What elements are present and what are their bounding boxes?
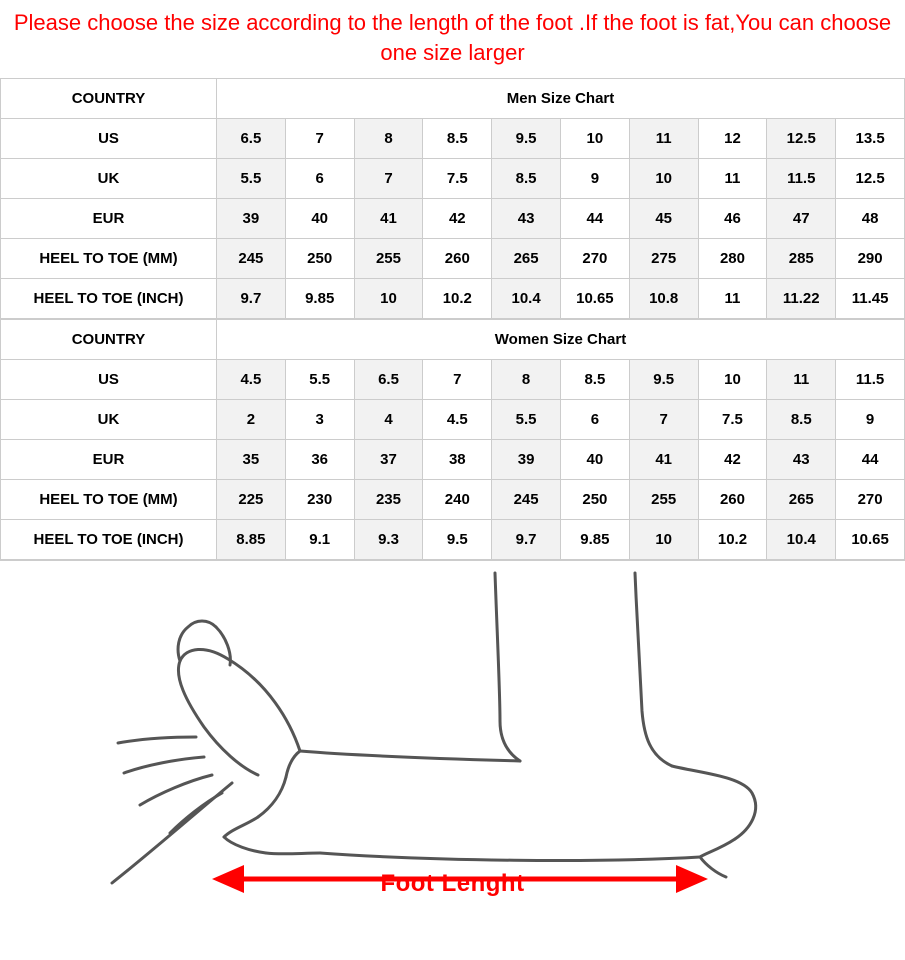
cell: 230 [285, 480, 354, 520]
cell: 9.5 [629, 360, 698, 400]
cell: 12.5 [767, 119, 836, 159]
women-table-header-row [1, 320, 905, 360]
cell: 250 [560, 480, 629, 520]
row-label: HEEL TO TOE (INCH) [1, 520, 217, 560]
cell: 260 [423, 239, 492, 279]
cell: 8.5 [423, 119, 492, 159]
row-label: UK [1, 400, 217, 440]
cell: 40 [560, 440, 629, 480]
cell: 10 [629, 159, 698, 199]
cell: 11.5 [767, 159, 836, 199]
cell: 265 [767, 480, 836, 520]
cell: 42 [698, 440, 767, 480]
cell: 260 [698, 480, 767, 520]
cell: 285 [767, 239, 836, 279]
cell: 12 [698, 119, 767, 159]
cell: 11 [629, 119, 698, 159]
cell: 2 [217, 400, 286, 440]
cell: 10.8 [629, 279, 698, 319]
cell: 7.5 [423, 159, 492, 199]
cell: 290 [836, 239, 905, 279]
cell: 250 [285, 239, 354, 279]
cell: 8.85 [217, 520, 286, 560]
cell: 11 [698, 279, 767, 319]
cell: 225 [217, 480, 286, 520]
cell: 9 [836, 400, 905, 440]
cell: 240 [423, 480, 492, 520]
cell: 11 [767, 360, 836, 400]
cell: 39 [492, 440, 561, 480]
foot-outline-paths [112, 573, 756, 883]
table-row [1, 279, 905, 319]
table-row [1, 360, 905, 400]
cell: 35 [217, 440, 286, 480]
cell: 6.5 [354, 360, 423, 400]
cell: 43 [492, 199, 561, 239]
women-size-table [0, 319, 905, 560]
cell: 8.5 [492, 159, 561, 199]
foot-measurement-illustration [0, 560, 905, 912]
cell: 270 [560, 239, 629, 279]
cell: 45 [629, 199, 698, 239]
cell: 270 [836, 480, 905, 520]
cell: 3 [285, 400, 354, 440]
cell: 9.3 [354, 520, 423, 560]
cell: 10.4 [767, 520, 836, 560]
cell: 41 [354, 199, 423, 239]
foot-length-label: Foot Lenght [380, 870, 525, 897]
cell: 11.45 [836, 279, 905, 319]
cell: 7 [354, 159, 423, 199]
cell: 41 [629, 440, 698, 480]
cell: 275 [629, 239, 698, 279]
cell: 255 [629, 480, 698, 520]
cell: 10 [354, 279, 423, 319]
cell: 7 [285, 119, 354, 159]
row-label: HEEL TO TOE (MM) [1, 480, 217, 520]
cell: 9.5 [492, 119, 561, 159]
cell: 36 [285, 440, 354, 480]
cell: 10.2 [423, 279, 492, 319]
table-row [1, 520, 905, 560]
cell: 37 [354, 440, 423, 480]
cell: 47 [767, 199, 836, 239]
cell: 9.7 [217, 279, 286, 319]
cell: 48 [836, 199, 905, 239]
cell: 40 [285, 199, 354, 239]
cell: 7 [423, 360, 492, 400]
cell: 9.85 [560, 520, 629, 560]
cell: 10.65 [560, 279, 629, 319]
row-label: HEEL TO TOE (INCH) [1, 279, 217, 319]
cell: 245 [492, 480, 561, 520]
table-row [1, 480, 905, 520]
women-country-label: COUNTRY [1, 320, 217, 360]
men-chart-title: Men Size Chart [217, 79, 905, 119]
table-row [1, 159, 905, 199]
cell: 10.65 [836, 520, 905, 560]
row-label: UK [1, 159, 217, 199]
cell: 8 [492, 360, 561, 400]
cell: 42 [423, 199, 492, 239]
cell: 11.22 [767, 279, 836, 319]
women-chart-title: Women Size Chart [217, 320, 905, 360]
cell: 265 [492, 239, 561, 279]
men-size-table [0, 78, 905, 319]
cell: 7 [629, 400, 698, 440]
cell: 9.1 [285, 520, 354, 560]
cell: 44 [836, 440, 905, 480]
cell: 245 [217, 239, 286, 279]
cell: 11 [698, 159, 767, 199]
cell: 8.5 [560, 360, 629, 400]
table-row [1, 239, 905, 279]
cell: 9.7 [492, 520, 561, 560]
table-row [1, 400, 905, 440]
cell: 10.4 [492, 279, 561, 319]
cell: 46 [698, 199, 767, 239]
cell: 9 [560, 159, 629, 199]
cell: 5.5 [285, 360, 354, 400]
cell: 9.5 [423, 520, 492, 560]
cell: 10.2 [698, 520, 767, 560]
cell: 4.5 [217, 360, 286, 400]
cell: 12.5 [836, 159, 905, 199]
cell: 38 [423, 440, 492, 480]
cell: 10 [560, 119, 629, 159]
cell: 10 [629, 520, 698, 560]
cell: 6 [285, 159, 354, 199]
row-label: EUR [1, 199, 217, 239]
cell: 5.5 [492, 400, 561, 440]
cell: 43 [767, 440, 836, 480]
cell: 255 [354, 239, 423, 279]
cell: 8.5 [767, 400, 836, 440]
row-label: EUR [1, 440, 217, 480]
cell: 6.5 [217, 119, 286, 159]
row-label: US [1, 360, 217, 400]
cell: 6 [560, 400, 629, 440]
cell: 4 [354, 400, 423, 440]
foot-outline-svg [0, 561, 905, 913]
cell: 4.5 [423, 400, 492, 440]
row-label: US [1, 119, 217, 159]
men-country-label: COUNTRY [1, 79, 217, 119]
cell: 280 [698, 239, 767, 279]
table-row [1, 440, 905, 480]
cell: 9.85 [285, 279, 354, 319]
table-row [1, 119, 905, 159]
cell: 7.5 [698, 400, 767, 440]
cell: 44 [560, 199, 629, 239]
cell: 39 [217, 199, 286, 239]
row-label: HEEL TO TOE (MM) [1, 239, 217, 279]
cell: 10 [698, 360, 767, 400]
cell: 235 [354, 480, 423, 520]
men-table-header-row [1, 79, 905, 119]
cell: 5.5 [217, 159, 286, 199]
table-row [1, 199, 905, 239]
cell: 11.5 [836, 360, 905, 400]
cell: 13.5 [836, 119, 905, 159]
size-guidance-notice: Please choose the size according to the length of the foot .If the foot is fat,You can choose one size larger [13, 10, 892, 65]
cell: 8 [354, 119, 423, 159]
